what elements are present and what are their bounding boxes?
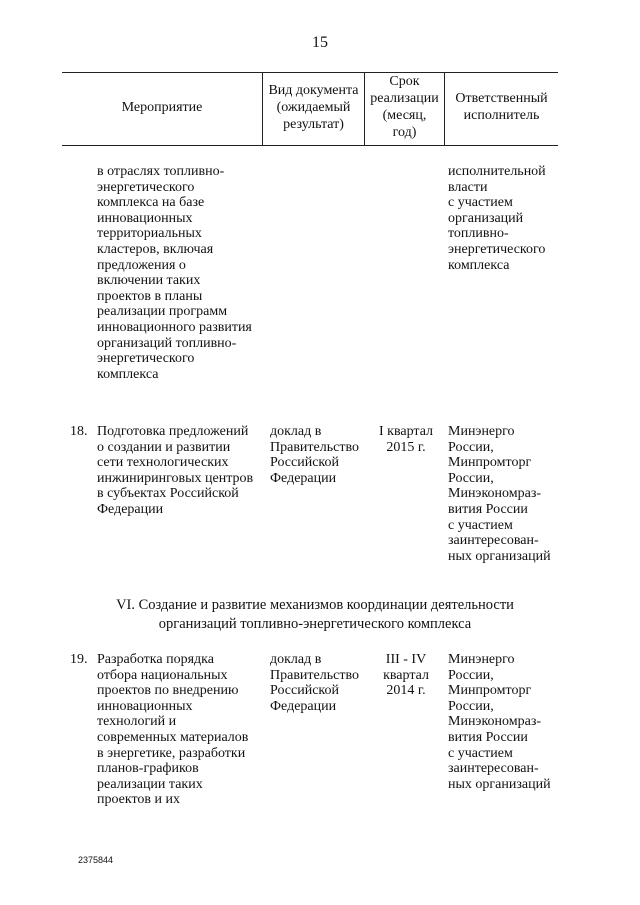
header-activity-line: Мероприятие — [121, 100, 203, 115]
text-line: 2015 г. — [386, 439, 426, 455]
text-line: России, — [448, 698, 494, 714]
text-line: топливно- — [448, 226, 509, 242]
row-18-document — [270, 424, 359, 486]
text-line: Минэнерго — [448, 424, 515, 439]
section-heading-line: организаций топливно-энергетического комплекса — [158, 616, 472, 632]
continued-activity-text — [97, 164, 252, 382]
header-deadline — [365, 73, 444, 141]
text-line: Минэкономраз- — [448, 714, 542, 730]
text-line: проектов в планы — [97, 288, 203, 304]
header-deadline-line: год) — [392, 125, 417, 140]
text-line: 2014 г. — [386, 683, 426, 699]
text-line: с участием — [448, 517, 513, 533]
text-line: Минпромторг — [448, 455, 532, 471]
text-line: квартал — [383, 667, 429, 683]
text-line: организаций — [448, 210, 524, 226]
header-responsible-line: Ответственный — [455, 91, 548, 106]
header-deadline-line: реализации — [370, 91, 439, 106]
row-19-document — [270, 652, 359, 714]
text-line: ных организаций — [448, 776, 551, 792]
text-line: в энергетике, разработки — [97, 745, 246, 761]
text-line: реализации программ — [97, 304, 228, 320]
text-line: энергетического — [448, 241, 546, 257]
table-top-rule — [62, 72, 558, 73]
row-18-deadline — [370, 424, 442, 455]
section-heading-line: VI. Создание и развитие механизмов координации деятельности — [116, 597, 514, 613]
continued-responsible-text — [448, 164, 546, 273]
text-line: современных материалов — [97, 729, 249, 745]
text-line: инновационного развития — [97, 319, 252, 335]
row-19-responsible — [448, 652, 551, 792]
row-18-number: 18. — [70, 424, 88, 439]
text-line: Подготовка предложений — [97, 424, 249, 439]
header-deadline-line: (месяц, — [382, 108, 427, 123]
header-responsible — [445, 90, 558, 124]
text-line: Российской — [270, 683, 339, 699]
header-activity — [62, 99, 262, 116]
text-line: комплекса на базе — [97, 195, 205, 211]
text-line: Правительство — [270, 667, 359, 683]
document-code: 2375844 — [78, 855, 114, 865]
text-line: инновационных — [97, 210, 193, 226]
text-line: Федерации — [270, 698, 337, 714]
text-line: в отраслях топливно- — [97, 164, 225, 179]
header-deadline-line: Срок — [389, 74, 420, 89]
text-line: Минэкономраз- — [448, 486, 542, 502]
text-line: Федерации — [97, 501, 164, 517]
text-line: кластеров, включая — [97, 241, 214, 257]
text-line: России, — [448, 470, 494, 486]
row-19-activity — [97, 652, 248, 808]
header-document-line: Вид документа — [268, 83, 359, 98]
header-document-type — [263, 82, 364, 133]
text-line: Федерации — [270, 470, 337, 486]
text-line: планов-графиков — [97, 761, 199, 777]
text-line: с участием — [448, 195, 513, 211]
text-line: III - IV — [385, 652, 427, 667]
row-19-number: 19. — [70, 652, 88, 667]
text-line: доклад в — [270, 652, 322, 667]
text-line: Разработка порядка — [97, 652, 214, 667]
row-18-responsible — [448, 424, 551, 564]
text-line: предложения о — [97, 257, 186, 273]
header-responsible-line: исполнитель — [463, 108, 540, 123]
text-line: комплекса — [97, 366, 159, 382]
header-document-line: результат) — [283, 117, 344, 132]
text-line: власти — [448, 179, 488, 195]
text-line: организаций топливно- — [97, 335, 237, 351]
text-line: доклад в — [270, 424, 322, 439]
text-line: энергетического — [97, 351, 195, 367]
text-line: исполнительной — [448, 164, 546, 179]
text-line: заинтересован- — [448, 533, 539, 549]
text-line: I квартал — [378, 424, 434, 439]
text-line: территориальных — [97, 226, 202, 242]
text-line: России, — [448, 667, 494, 683]
table-header-bottom-rule — [62, 145, 558, 146]
text-line: Минэнерго — [448, 652, 515, 667]
text-line: отбора национальных — [97, 667, 228, 683]
text-line: в субъектах Российской — [97, 486, 239, 502]
text-line: ных организаций — [448, 548, 551, 564]
text-line: инжиниринговых центров — [97, 470, 254, 486]
text-line: заинтересован- — [448, 761, 539, 777]
text-line: Российской — [270, 455, 339, 471]
text-line: включении таких — [97, 273, 201, 289]
text-line: реализации таких — [97, 776, 203, 792]
text-line: вития России — [448, 501, 528, 517]
row-18-activity — [97, 424, 253, 518]
text-line: комплекса — [448, 257, 510, 273]
text-line: проектов по внедрению — [97, 683, 239, 699]
text-line: Правительство — [270, 439, 359, 455]
text-line: Минпромторг — [448, 683, 532, 699]
text-line: технологий и — [97, 714, 177, 730]
text-line: о создании и развитии — [97, 439, 231, 455]
text-line: инновационных — [97, 698, 193, 714]
row-19-deadline — [370, 652, 442, 699]
text-line: сети технологических — [97, 455, 229, 471]
page-number: 15 — [312, 34, 328, 51]
header-document-line: (ожидаемый — [276, 100, 351, 115]
text-line: проектов и их — [97, 792, 181, 808]
text-line: вития России — [448, 729, 528, 745]
text-line: России, — [448, 439, 494, 455]
text-line: с участием — [448, 745, 513, 761]
section-heading — [62, 596, 568, 634]
text-line: энергетического — [97, 179, 195, 195]
